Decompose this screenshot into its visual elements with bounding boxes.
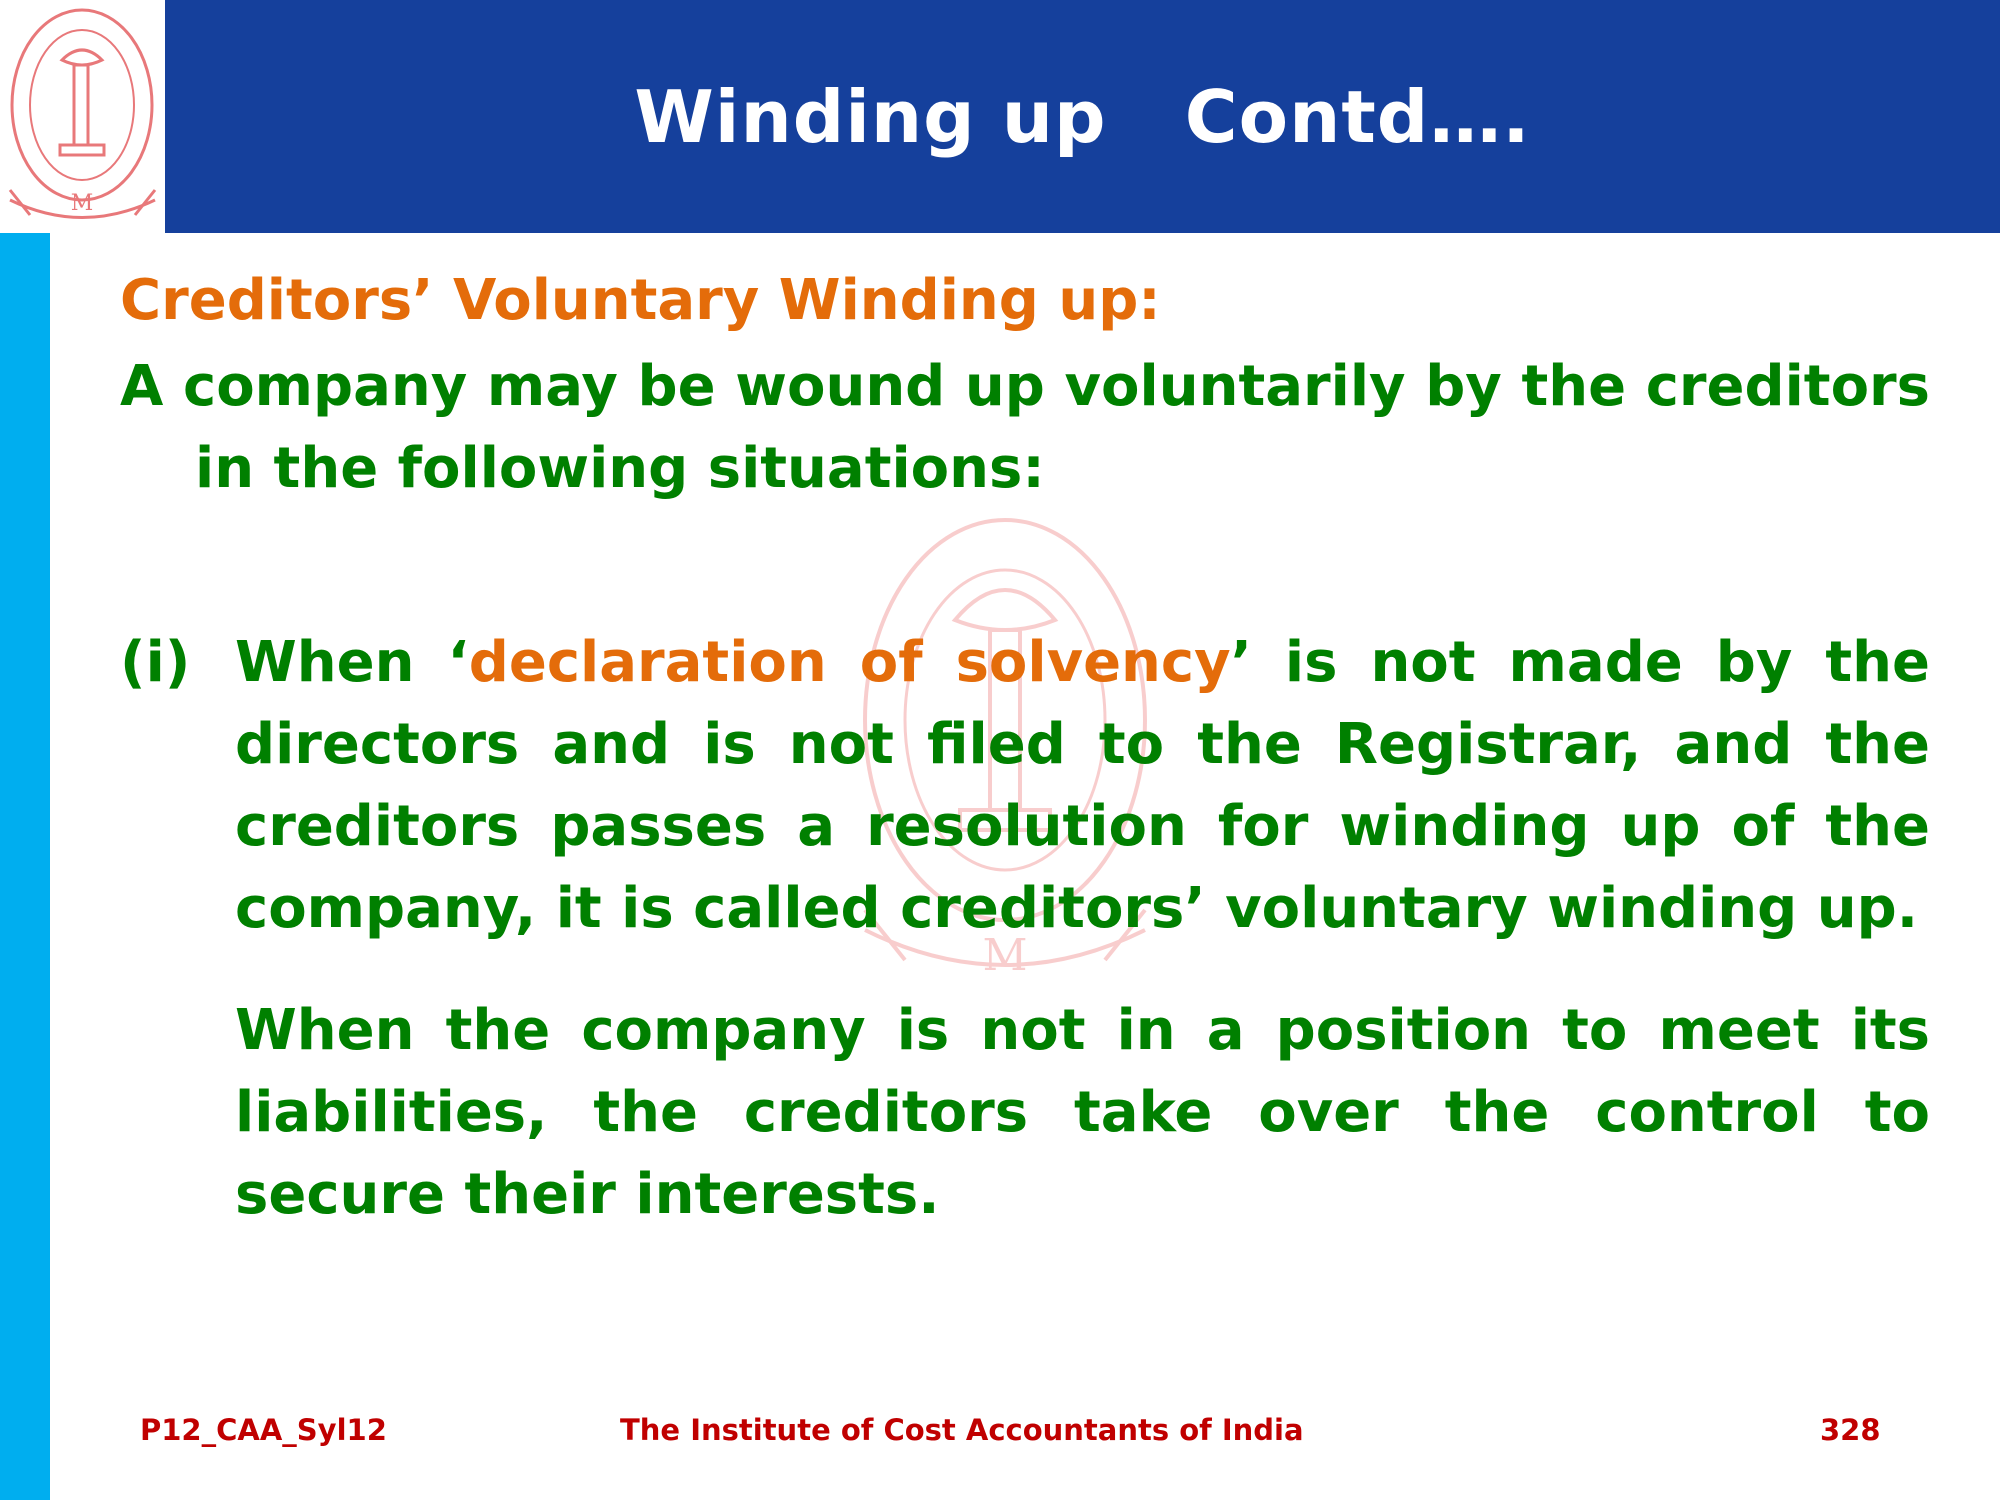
slide-content — [120, 260, 1930, 1236]
footer-page-number: 328 — [1820, 1413, 1881, 1447]
svg-text:M: M — [982, 930, 1028, 981]
institute-logo — [0, 0, 165, 233]
item-text-post: ’ is not made by the directors and is not filed to the Registrar, and the creditors passes a resolution for winding up of the company, it is called creditors’ voluntary winding up. — [235, 630, 1930, 941]
footer-code: P12_CAA_Syl12 — [140, 1413, 387, 1447]
section-heading: Creditors’ Voluntary Winding up: — [120, 268, 1161, 333]
left-stripe — [0, 233, 50, 1500]
item-paragraph-2: When the company is not in a position to meet its liabilities, the creditors take over the control to secure their interests. — [235, 998, 1930, 1227]
highlight-term: declaration of solvency — [468, 630, 1231, 695]
item-body — [235, 622, 1930, 1236]
item-text-pre: When ‘ — [235, 630, 469, 695]
item-paragraph-1 — [235, 622, 1930, 950]
item-marker: (i) — [120, 630, 191, 695]
intro-paragraph: A company may be wound up voluntarily by the creditors in the following situations: — [120, 354, 1930, 501]
footer-institute: The Institute of Cost Accountants of India — [620, 1413, 1304, 1447]
list-item — [120, 622, 1930, 1236]
svg-text:M: M — [70, 191, 94, 216]
logo-emblem-icon — [0, 0, 165, 233]
slide-title: Winding up Contd…. — [634, 74, 1531, 159]
